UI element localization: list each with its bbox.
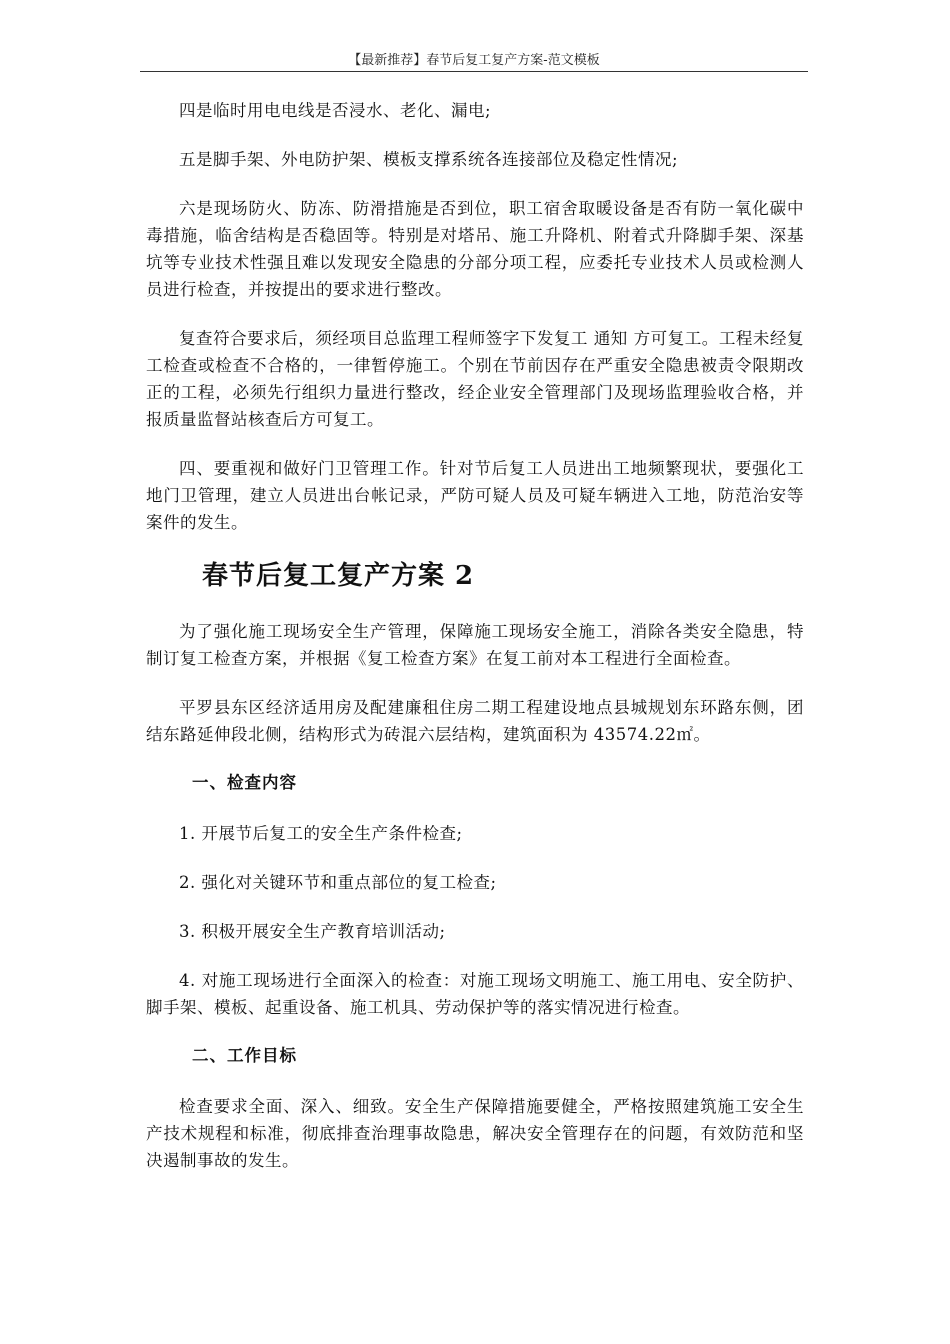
- paragraph-wiring: 四是临时用电电线是否浸水、老化、漏电;: [179, 101, 492, 120]
- list-item: 2. 强化对关键环节和重点部位的复工检查;: [179, 873, 497, 892]
- list-item: 3. 积极开展安全生产教育培训活动;: [179, 922, 446, 941]
- paragraph-goals: 检查要求全面、深入、细致。安全生产保障措施要健全，严格按照建筑施工安全生产技术规程和标准，彻底排查治理事故隐患，解决安全管理存在的问题，有效防范和坚决遏制事故的发生。: [146, 1097, 804, 1170]
- paragraph-gate-management: 四、要重视和做好门卫管理工作。针对节后复工人员进出工地频繁现状，要强化工地门卫管理，建立人员进出台帐记录，严防可疑人员及可疑车辆进入工地，防范治安等案件的发生。: [146, 459, 804, 532]
- document-body: [146, 97, 804, 1196]
- paragraph-scaffolding: 五是脚手架、外电防护架、模板支撑系统各连接部位及稳定性情况;: [179, 150, 679, 169]
- paragraph-reinspection: 复查符合要求后，须经项目总监理工程师签字下发复工 通知 方可复工。工程未经复工检查或检查不合格的，一律暂停施工。个别在节前因存在严重安全隐患被责令限期改正的工程，必须先行组织力量进行整改，经企业安全管理部门及现场监理验收合格，并报质量监督站核查后方可复工。: [146, 329, 804, 429]
- paragraph-purpose: 为了强化施工现场安全生产管理，保障施工现场安全施工，消除各类安全隐患，特制订复工检查方案，并根据《复工检查方案》在复工前对本工程进行全面检查。: [146, 622, 804, 668]
- list-item: 4. 对施工现场进行全面深入的检查：对施工现场文明施工、施工用电、安全防护、脚手架、模板、起重设备、施工机具、劳动保护等的落实情况进行检查。: [146, 971, 804, 1017]
- paragraph-project-info: 平罗县东区经济适用房及配建廉租住房二期工程建设地点县城规划东环路东侧，团结东路延伸段北侧，结构形式为砖混六层结构，建筑面积为 43574.22㎡。: [146, 698, 804, 744]
- heading-work-goals: 二、工作目标: [192, 1046, 297, 1065]
- page-header: 【最新推荐】春节后复工复产方案-范文模板: [348, 53, 600, 68]
- section-title: 春节后复工复产方案 2: [202, 561, 475, 591]
- header-divider: [140, 71, 808, 72]
- list-item: 1. 开展节后复工的安全生产条件检查;: [179, 824, 463, 843]
- paragraph-fire-prevention: 六是现场防火、防冻、防滑措施是否到位，职工宿舍取暖设备是否有防一氧化碳中毒措施，临舍结构是否稳固等。特别是对塔吊、施工升降机、附着式升降脚手架、深基坑等专业技术性强且难以发现安全隐患的分部分项工程，应委托专业技术人员或检测人员进行检查，并按提出的要求进行整改。: [146, 199, 804, 299]
- heading-inspection-content: 一、检查内容: [192, 773, 297, 792]
